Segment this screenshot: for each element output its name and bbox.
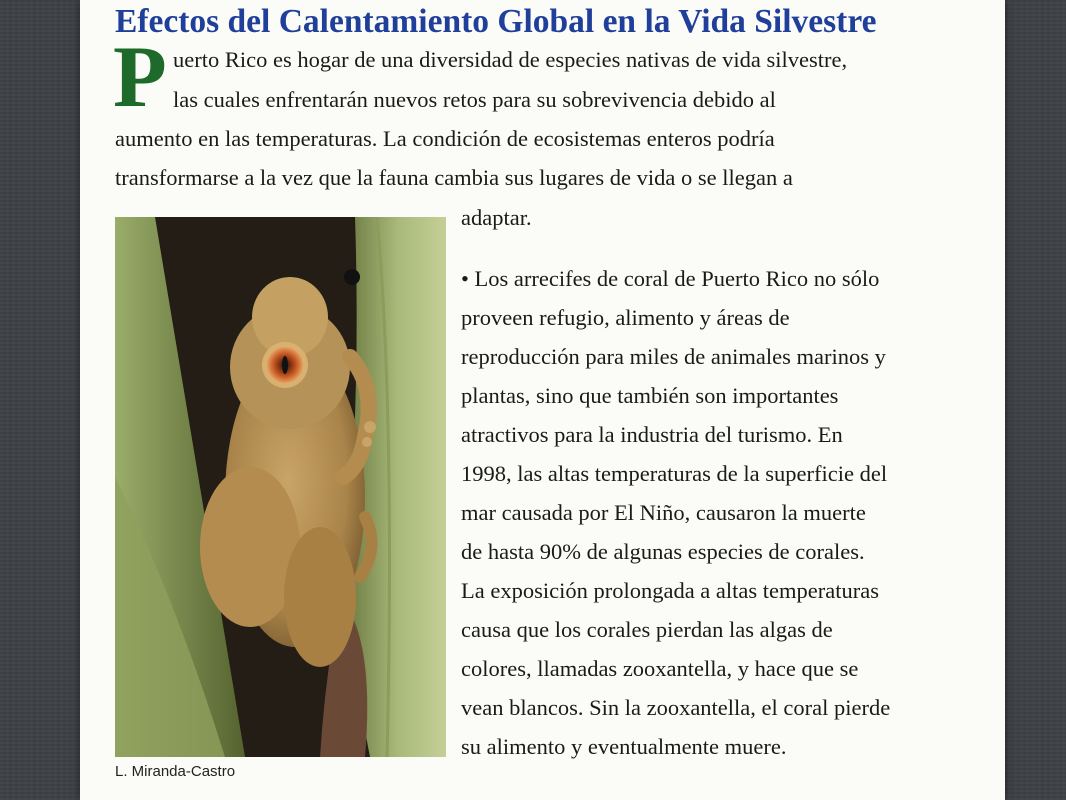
intro-line: uerto Rico es hogar de una diversidad de especies nativas de vida silvestre, <box>173 47 848 72</box>
document-page <box>80 0 1005 800</box>
frog-photo <box>115 217 446 757</box>
bullet-line: La exposición prolongada a altas temperaturas <box>461 578 879 603</box>
bullet-line: de hasta 90% de algunas especies de corales. <box>461 539 865 564</box>
bullet-line: proveen refugio, alimento y áreas de <box>461 305 790 330</box>
bullet-line: 1998, las altas temperaturas de la superficie del <box>461 461 888 486</box>
bullet-line: mar causada por El Niño, causaron la muerte <box>461 500 866 525</box>
bullet-line: colores, llamadas zooxantella, y hace que se <box>461 656 859 681</box>
photo-caption: L. Miranda-Castro <box>115 763 236 780</box>
bullet-line: reproducción para miles de animales marinos y <box>461 344 886 369</box>
bullet-line: • Los arrecifes de coral de Puerto Rico no sólo <box>461 266 880 291</box>
drop-cap: P <box>113 29 167 126</box>
article-title: Efectos del Calentamiento Global en la Vida Silvestre <box>115 3 877 40</box>
bullet-line: vean blancos. Sin la zooxantella, el coral pierde <box>461 695 891 720</box>
bullet-line: atractivos para la industria del turismo. En <box>461 422 843 447</box>
intro-line: aumento en las temperaturas. La condición de ecosistemas enteros podría <box>115 126 775 151</box>
intro-line: adaptar. <box>461 205 532 230</box>
bullet-line: causa que los corales pierdan las algas de <box>461 617 833 642</box>
intro-line: las cuales enfrentarán nuevos retos para su sobrevivencia debido al <box>173 87 776 112</box>
coqui-frog-image <box>115 217 446 757</box>
intro-line: transformarse a la vez que la fauna cambia sus lugares de vida o se llegan a <box>115 165 793 190</box>
bullet-line: su alimento y eventualmente muere. <box>461 734 787 759</box>
bullet-line: plantas, sino que también son importantes <box>461 383 839 408</box>
